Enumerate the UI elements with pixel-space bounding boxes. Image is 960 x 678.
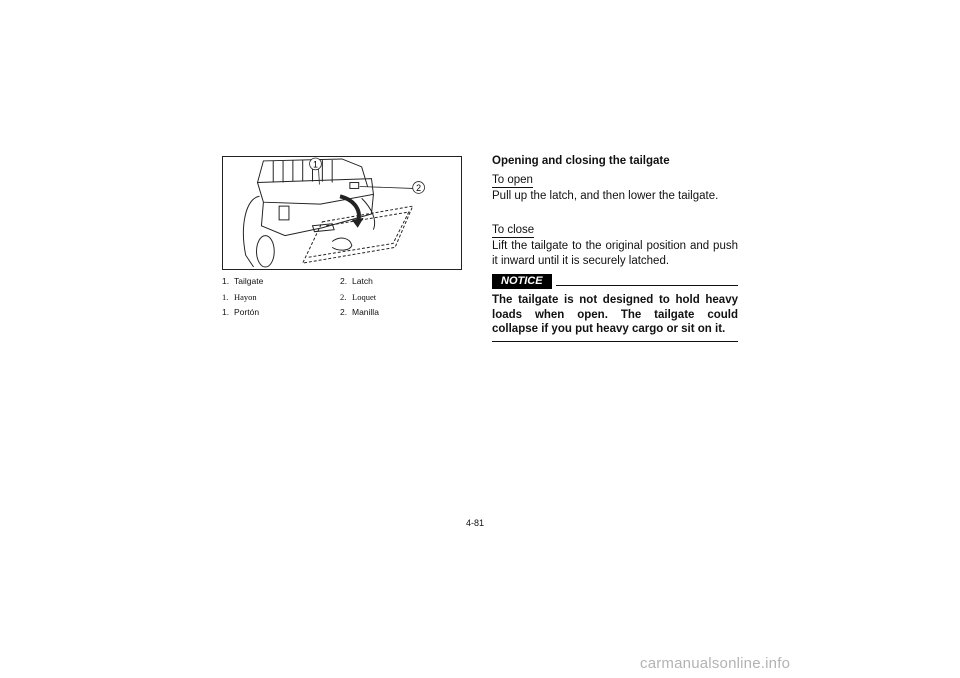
legend-row-french: [222, 290, 462, 306]
figure-legend: [222, 274, 462, 321]
legend-number: 1.: [222, 291, 229, 302]
instructions-column: [492, 154, 738, 342]
legend-number: 1.: [222, 307, 230, 317]
legend-label: Latch: [352, 276, 373, 286]
open-heading: To open: [492, 174, 533, 186]
legend-number: 2.: [340, 291, 347, 302]
legend-number: 1.: [222, 276, 230, 286]
legend-label: Manilla: [352, 307, 379, 317]
legend-number: 2.: [340, 276, 348, 286]
tailgate-illustration: [222, 156, 462, 270]
notice-text: The tailgate is not designed to hold heavy loads when open. The tailgate could collapse if you put heavy cargo or sit on it.: [492, 294, 738, 335]
notice-header: [492, 274, 738, 289]
legend-label: Hayon: [234, 291, 257, 302]
notice-badge: NOTICE: [492, 274, 552, 289]
callout-1-label: 1: [313, 159, 318, 170]
close-instructions: Lift the tailgate to the original position and push it inward until it is securely latched.: [492, 240, 738, 267]
notice-rule: [556, 285, 738, 286]
section-title: Opening and closing the tailgate: [492, 155, 670, 167]
tailgate-drawing: [223, 157, 461, 269]
legend-label: Tailgate: [234, 276, 264, 286]
legend-label: Loquet: [352, 291, 377, 302]
legend-number: 2.: [340, 307, 348, 317]
legend-label: Portón: [234, 307, 260, 317]
open-instructions: Pull up the latch, and then lower the tailgate.: [492, 190, 719, 202]
legend-row-english: [222, 274, 462, 290]
callout-2-label: 2: [416, 182, 422, 193]
page-number: 4-81: [466, 518, 485, 528]
watermark[interactable]: carmanualsonline.info: [640, 655, 791, 672]
notice-bottom-rule: [492, 341, 738, 342]
close-heading: To close: [492, 224, 535, 236]
legend-row-spanish: [222, 305, 462, 321]
